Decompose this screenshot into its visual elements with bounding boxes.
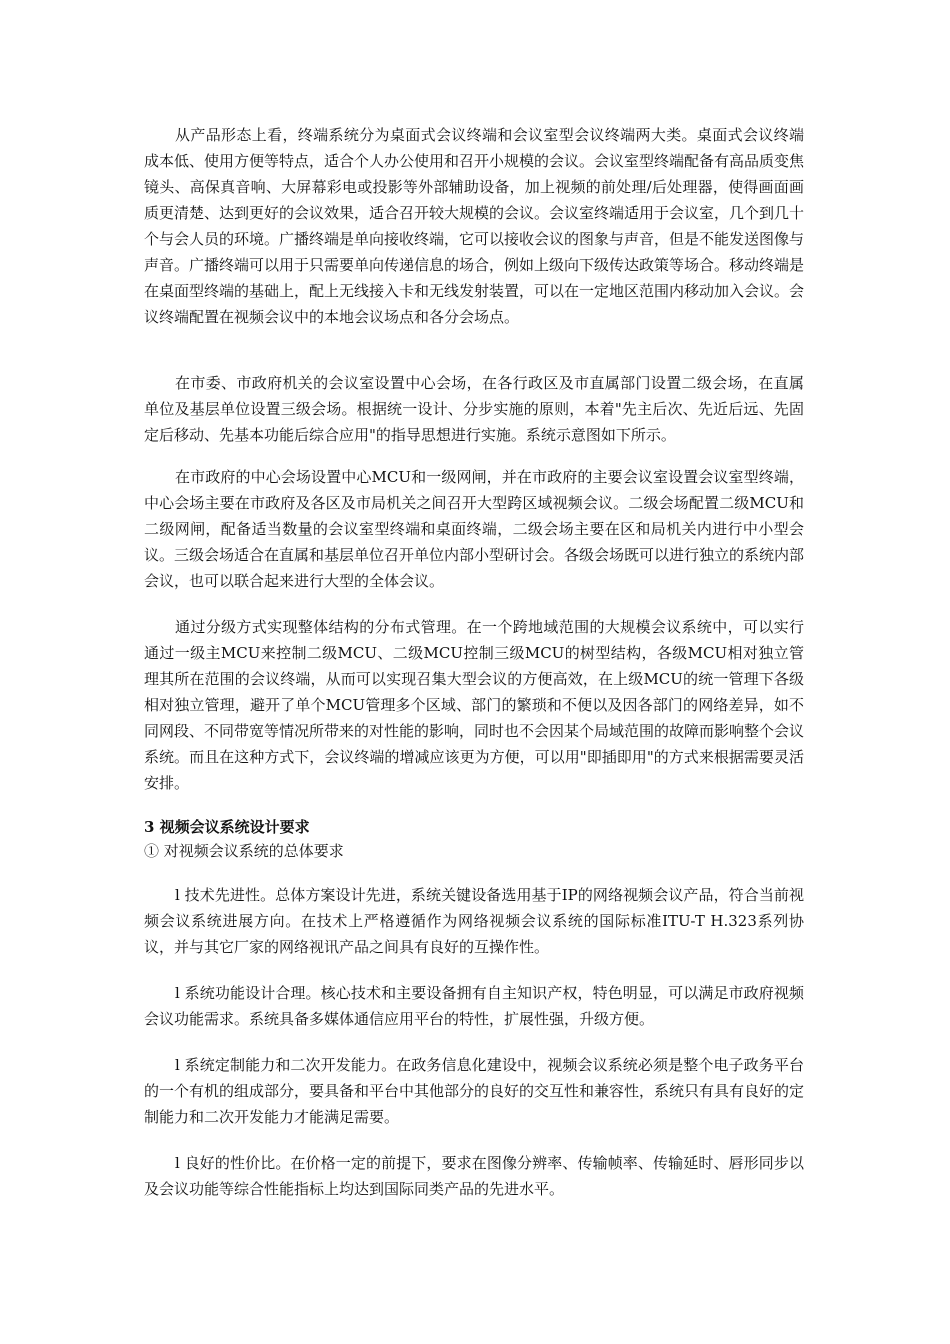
paragraph-terminal-types: 从产品形态上看，终端系统分为桌面式会议终端和会议室型会议终端两大类。桌面式会议终端成本低、使用方便等特点，适合个人办公使用和召开小规模的会议。会议室型终端配备有高品质变焦镜头、高保真音响、大屏幕彩电或投影等外部辅助设备，加上视频的前处理/后处理器，使得画面画质更清楚、达到更好的会议效果，适合召开较大规模的会议。会议室终端适用于会议室，几个到几十个与会人员的环境。广播终端是单向接收终端，它可以接收会议的图象与声音，但是不能发送图像与声音。广播终端可以用于只需要单向传递信息的场合，例如上级向下级传达政策等场合。移动终端是在桌面型终端的基础上，配上无线接入卡和无线发射装置，可以在一定地区范围内移动加入会议。会议终端配置在视频会议中的本地会议场点和各分会场点。	[144, 126, 805, 326]
sub-heading: ① 对视频会议系统的总体要求	[144, 842, 344, 860]
section-heading: 3 视频会议系统设计要求	[144, 818, 310, 836]
requirement-item: l 技术先进性。总体方案设计先进，系统关键设备选用基于IP的网络视频会议产品，符合当前视频会议系统进展方向。在技术上严格遵循作为网络视频会议系统的国际标准ITU-T H.323系列协议，并与其它厂家的网络视讯产品之间具有良好的互操作性。	[144, 886, 804, 956]
requirement-item: l 良好的性价比。在价格一定的前提下，要求在图像分辨率、传输帧率、传输延时、唇形同步以及会议功能等综合性能指标上均达到国际同类产品的先进水平。	[144, 1154, 804, 1198]
paragraph-center-venue: 在市政府的中心会场设置中心MCU和一级网闸，并在市政府的主要会议室设置会议室型终端，中心会场主要在市政府及各区及市局机关之间召开大型跨区域视频会议。二级会场配置二级MCU和二级网闸，配备适当数量的会议室型终端和桌面终端，二级会场主要在区和局机关内进行中小型会议。三级会场适合在直属和基层单位召开单位内部小型研讨会。各级会场既可以进行独立的系统内部会议，也可以联合起来进行大型的全体会议。	[144, 468, 805, 590]
paragraph-venue-levels: 在市委、市政府机关的会议室设置中心会场，在各行政区及市直属部门设置二级会场，在直属单位及基层单位设置三级会场。根据统一设计、分步实施的原则，本着"先主后次、先近后远、先固定后移动、先基本功能后综合应用"的指导思想进行实施。系统示意图如下所示。	[144, 374, 804, 444]
requirement-item: l 系统定制能力和二次开发能力。在政务信息化建设中，视频会议系统必须是整个电子政务平台的一个有机的组成部分，要具备和平台中其他部分的良好的交互性和兼容性，系统只有具有良好的定制能力和二次开发能力才能满足需要。	[144, 1056, 805, 1126]
paragraph-distributed-management: 通过分级方式实现整体结构的分布式管理。在一个跨地域范围的大规模会议系统中，可以实行通过一级主MCU来控制二级MCU、二级MCU控制三级MCU的树型结构，各级MCU相对独立管理其所在范围的会议终端，从而可以实现召集大型会议的方便高效，在上级MCU的统一管理下各级相对独立管理，避开了单个MCU管理多个区域、部门的繁琐和不便以及因各部门的网络差异，如不同网段、不同带宽等情况所带来的对性能的影响，同时也不会因某个局域范围的故障而影响整个会议系统。而且在这种方式下，会议终端的增减应该更为方便，可以用"即插即用"的方式来根据需要灵活安排。	[144, 618, 805, 792]
requirement-item: l 系统功能设计合理。核心技术和主要设备拥有自主知识产权，特色明显，可以满足市政府视频会议功能需求。系统具备多媒体通信应用平台的特性，扩展性强，升级方便。	[144, 984, 804, 1028]
